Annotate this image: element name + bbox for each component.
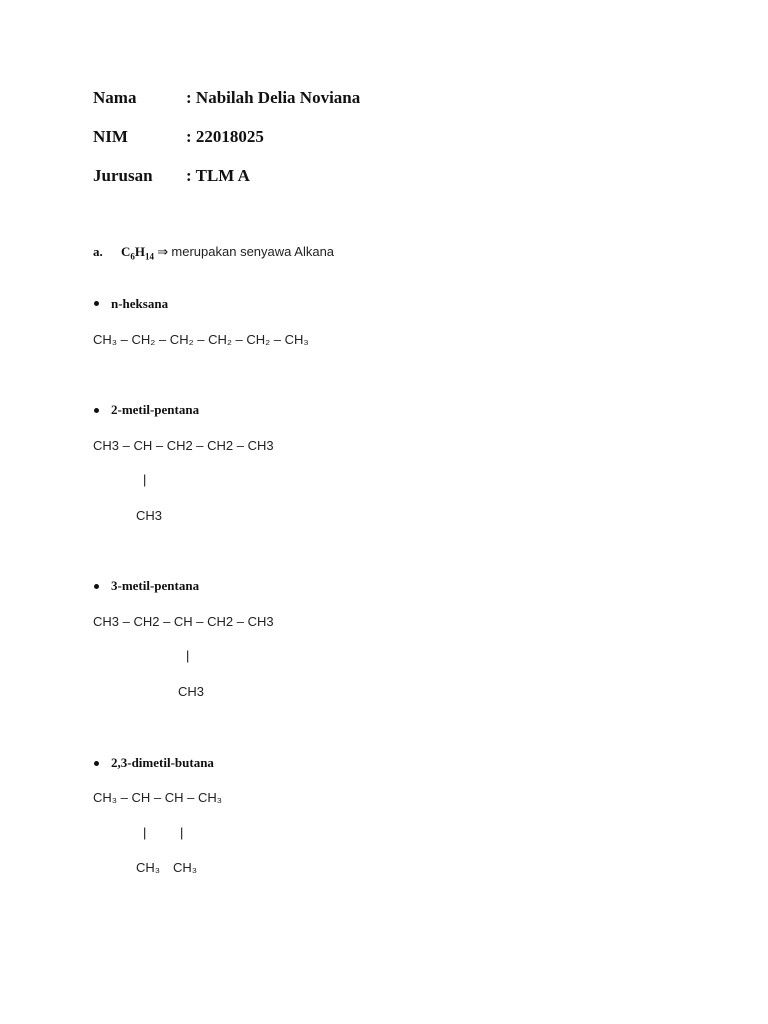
branch-group: CH3 xyxy=(178,684,205,699)
main-chain-2-metil-pentana: CH3 – CH – CH2 – CH2 – CH3 xyxy=(93,438,274,453)
bullet-icon xyxy=(94,761,99,766)
jurusan-value: : TLM A xyxy=(186,166,250,185)
branch-bond: | xyxy=(186,648,190,663)
arrow-icon: ⇒ xyxy=(157,244,169,259)
question-text: merupakan senyawa Alkana xyxy=(171,244,335,259)
branch-bond-2: | xyxy=(180,825,184,840)
isomer-name-2-3-dimetil-butana: 2,3-dimetil-butana xyxy=(111,755,214,770)
branch-group-2: CH₃ xyxy=(173,860,198,875)
bullet-icon xyxy=(94,301,99,306)
branch-bond-1: | xyxy=(143,825,147,840)
main-chain-2-3-dimetil-butana: CH₃ – CH – CH – CH₃ xyxy=(93,790,223,805)
nama-value: : Nabilah Delia Noviana xyxy=(186,88,361,107)
isomer-name-n-heksana: n-heksana xyxy=(111,296,169,311)
main-chain-n-heksana: CH₃ – CH₂ – CH₂ – CH₂ – CH₂ – CH₃ xyxy=(93,332,309,347)
question-line xyxy=(121,244,334,262)
bullet-icon xyxy=(94,584,99,589)
nim-label: NIM xyxy=(93,127,128,146)
isomer-name-2-metil-pentana: 2-metil-pentana xyxy=(111,402,200,417)
formula-h-sub: 14 xyxy=(145,251,155,262)
branch-group: CH3 xyxy=(136,508,163,523)
formula-c-sub: 6 xyxy=(130,251,135,262)
formula-c: C xyxy=(121,244,131,259)
nim-value: : 22018025 xyxy=(186,127,264,146)
question-marker: a. xyxy=(93,244,103,259)
formula-h: H xyxy=(134,244,146,259)
formula xyxy=(121,244,155,262)
branch-group-1: CH₃ xyxy=(136,860,161,875)
nama-label: Nama xyxy=(93,88,137,107)
isomer-name-3-metil-pentana: 3-metil-pentana xyxy=(111,578,200,593)
bullet-icon xyxy=(94,408,99,413)
jurusan-label: Jurusan xyxy=(93,166,153,185)
branch-bond: | xyxy=(143,472,147,487)
main-chain-3-metil-pentana: CH3 – CH2 – CH – CH2 – CH3 xyxy=(93,614,274,629)
